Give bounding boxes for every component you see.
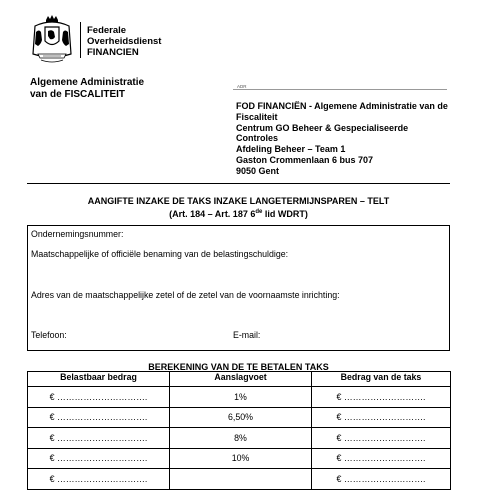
tax-calculation-table	[27, 371, 451, 490]
form-subtitle	[27, 207, 450, 220]
taxable-amount-cell[interactable]: € ………………………….	[28, 428, 170, 449]
address-line: Gaston Crommenlaan 6 bus 707	[236, 154, 374, 165]
column-header-rate: Aanslagvoet	[170, 372, 312, 387]
rate-cell: 6,50%	[170, 407, 312, 428]
company-number-field[interactable]: Ondernemingsnummer:	[31, 229, 124, 239]
tax-amount-cell[interactable]: € ……………………….	[312, 387, 451, 408]
administration-line: Algemene Administratie	[30, 77, 145, 88]
address-window-label: ADR	[237, 84, 247, 89]
calculation-title: BEREKENING VAN DE TE BETALEN TAKS	[148, 362, 329, 372]
address-line: FOD FINANCIËN - Algemene Administratie van de Fiscaliteit	[236, 101, 448, 122]
rate-cell: 1%	[170, 387, 312, 408]
header-divider	[80, 22, 81, 58]
company-name-field[interactable]: Maatschappelijke of officiële benaming van de belastingschuldige:	[31, 249, 289, 259]
form-title	[27, 196, 450, 220]
table-row	[28, 428, 451, 449]
administration-line: van de FISCALITEIT	[30, 88, 126, 100]
rate-cell: 8%	[170, 428, 312, 449]
taxable-amount-cell[interactable]: € ………………………….	[28, 448, 170, 469]
subtitle-prefix: (Art. 184 – Art. 187 6	[169, 209, 256, 219]
organisation-name	[87, 25, 161, 58]
tax-amount-cell[interactable]: € ……………………….	[312, 448, 451, 469]
phone-field[interactable]: Telefoon:	[31, 330, 67, 340]
address-window-line	[233, 89, 447, 90]
tax-amount-cell[interactable]: € ……………………….	[312, 407, 451, 428]
column-header-taxable-amount: Belastbaar bedrag	[28, 372, 170, 387]
form-title-line: AANGIFTE INZAKE DE TAKS INZAKE LANGETERMIJNSPAREN – TELT	[87, 196, 390, 206]
taxable-amount-cell[interactable]: € ………………………….	[28, 387, 170, 408]
tax-amount-cell[interactable]: € ……………………….	[312, 469, 451, 490]
address-line: Centrum GO Beheer & Gespecialiseerde Controles	[236, 122, 409, 144]
table-row	[28, 387, 451, 408]
rate-cell	[170, 469, 312, 490]
table-row	[28, 469, 451, 490]
table-row	[28, 407, 451, 428]
taxable-amount-cell[interactable]: € ………………………….	[28, 407, 170, 428]
table-row	[28, 448, 451, 469]
email-field[interactable]: E-mail:	[233, 330, 261, 340]
taxpayer-info-box	[27, 225, 450, 351]
organisation-line: FINANCIEN	[87, 47, 139, 58]
subtitle-suffix: lid WDRT)	[262, 209, 308, 219]
recipient-address	[236, 101, 451, 177]
address-line: 9050 Gent	[236, 165, 280, 176]
registered-address-field[interactable]: Adres van de maatschappelijke zetel of de zetel van de voornaamste inrichting:	[31, 290, 340, 300]
address-line: Afdeling Beheer – Team 1	[236, 144, 346, 155]
administration-name	[30, 77, 144, 100]
section-divider	[27, 183, 450, 184]
taxable-amount-cell[interactable]: € ………………………….	[28, 469, 170, 490]
organisation-line: Overheidsdienst	[87, 36, 162, 47]
table-header-row	[28, 372, 451, 387]
rate-cell: 10%	[170, 448, 312, 469]
column-header-tax-amount: Bedrag van de taks	[312, 372, 451, 387]
organisation-line: Federale	[87, 25, 127, 36]
coat-of-arms-logo	[29, 14, 75, 64]
subtitle-superscript: de	[255, 209, 263, 215]
tax-amount-cell[interactable]: € ……………………….	[312, 428, 451, 449]
